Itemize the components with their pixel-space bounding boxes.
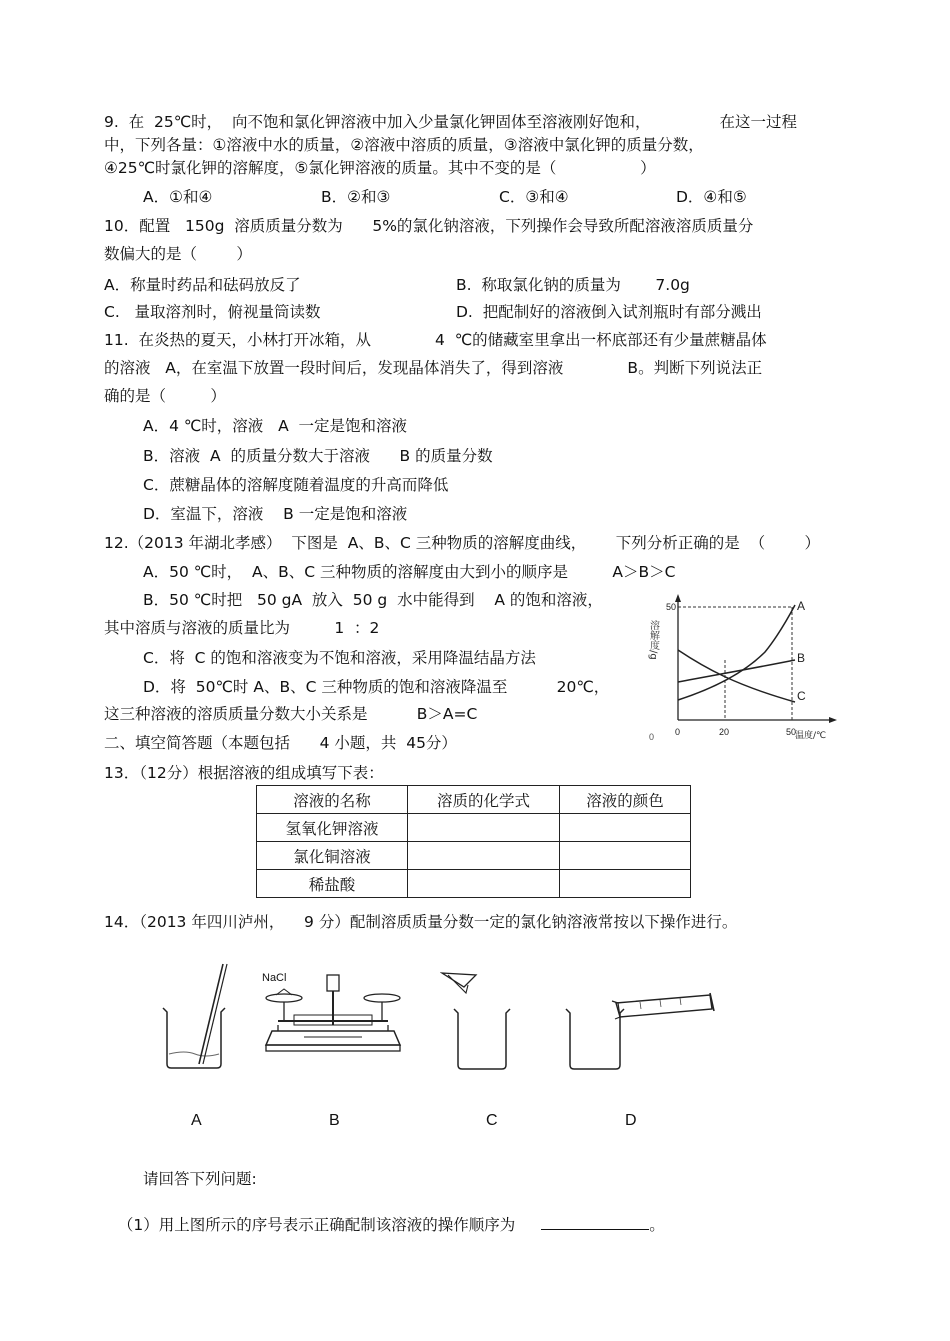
curve-b-label: B [797,651,806,665]
q11-option-d: D．室温下，溶液 B 一定是饱和溶液 [143,505,408,523]
table-cell-blank[interactable] [408,814,560,842]
table-cell: 稀盐酸 [257,870,408,898]
q12-option-c: C．将 C 的饱和溶液变为不饱和溶液，采用降温结晶方法 [143,649,536,667]
q10-option-c: C. 量取溶剂时，俯视量筒读数 [104,303,321,321]
q10-option-a: A．称量时药品和砝码放反了 [104,276,301,294]
label-b: B [329,1112,340,1129]
label-d: D [625,1112,637,1129]
beaker-with-graduated-cylinder [560,965,720,1073]
q9-line1: 9. 在 25℃时， 向不饱和氯化钾溶液中加入少量氯化钾固体至溶液刚好饱和， 在这一过程 [104,113,797,131]
curve-c-label: C [797,689,806,703]
q12-option-a: A．50 ℃时， A、B、C 三种物质的溶解度由大到小的顺序是 A＞B＞C [143,563,676,581]
table-row [257,814,691,842]
graph-y-label: 溶解度/g [647,620,659,660]
curve-b [678,660,795,682]
section-2-heading: 二、填空简答题（本题包括 4 小题，共 45分） [104,734,457,752]
q9-line2: 中，下列各量：①溶液中水的质量，②溶液中溶质的质量，③溶液中氯化钾的质量分数， [104,136,704,154]
q13-text: 13．（12分）根据溶液的组成填写下表： [104,764,384,782]
table-header-cell: 溶质的化学式 [408,786,560,814]
q11-line1: 11. 在炎热的夏天，小林打开冰箱，从 4 ℃的储藏室里拿出一杯底部还有少量蔗糖晶体 [104,331,767,349]
beaker-with-stirring-rod [155,960,235,1072]
curve-a-label: A [797,599,806,613]
label-a: A [191,1112,202,1129]
q11-line2: 的溶液 A，在室温下放置一段时间后，发现晶体消失了，得到溶液 B。判断下列说法正 [104,359,763,377]
table-row [257,870,691,898]
table-header-cell: 溶液的名称 [257,786,408,814]
table-cell: 氢氧化钾溶液 [257,814,408,842]
q11-line3: 确的是（ ） [104,387,226,405]
q9-line3: ④25℃时氯化钾的溶解度，⑤氯化钾溶液的质量。其中不变的是（ ） [104,159,656,177]
graph-x-label: 温度/℃ [795,731,827,741]
q11-option-b: B．溶液 A 的质量分数大于溶液 B 的质量分数 [143,447,493,465]
table-cell-blank[interactable] [560,814,691,842]
q14-sub1-text: （1）用上图所示的序号表示正确配制该溶液的操作顺序为 [117,1216,516,1234]
graph-y-tick: 50 [666,602,677,612]
q14-text: 14．（2013 年四川泸州， 9 分）配制溶质质量分数一定的氯化钠溶液常按以下操作进行。 [104,913,738,931]
q12-option-b-line1: B．50 ℃时把 50 gA 放入 50 g 水中能得到 A 的饱和溶液， [143,591,603,609]
q12-option-d-line2: 这三种溶液的溶质质量分数大小关系是 B＞A=C [104,705,478,723]
table-header-cell: 溶液的颜色 [560,786,691,814]
beaker-with-weighing-paper [440,965,520,1073]
q9-option-b: B．②和③ [321,188,391,206]
table-cell: 氯化铜溶液 [257,842,408,870]
q10-line1: 10．配置 150g 溶质质量分数为 5%的氯化钠溶液，下列操作会导致所配溶液溶质质量分 [104,217,754,235]
q9-option-a: A．①和④ [143,188,213,206]
q12-option-b-line2: 其中溶质与溶液的质量比为 1 ：2 [104,619,380,637]
q10-line2: 数偏大的是（ ） [104,245,252,263]
table-cell-blank[interactable] [560,870,691,898]
graph-origin-mark: 0 [649,732,655,742]
nacl-label: NaCl [262,972,287,984]
table-cell-blank[interactable] [560,842,691,870]
label-c: C [486,1112,498,1129]
q11-option-a: A．4 ℃时，溶液 A 一定是饱和溶液 [143,417,408,435]
graph-x-tick-50: 50 [786,727,797,737]
curve-a [678,605,795,700]
table-cell-blank[interactable] [408,870,560,898]
q11-option-c: C．蔗糖晶体的溶解度随着温度的升高而降低 [143,476,449,494]
table-cell-blank[interactable] [408,842,560,870]
q14-sub1-end: 。 [649,1216,665,1234]
answer-blank[interactable] [541,1215,649,1230]
q9-option-c: C．③和④ [499,188,569,206]
q10-option-d: D. 把配制好的溶液倒入试剂瓶时有部分溅出 [456,303,762,321]
balance-scale [264,965,404,1077]
graph-x-tick-0: 0 [675,727,681,737]
q12-line1: 12.（2013 年湖北孝感） 下图是 A、B、C 三种物质的溶解度曲线， 下列分析正确的是 （ ） [104,534,821,552]
table-row [257,842,691,870]
graph-x-tick-20: 20 [719,727,730,737]
q14-prompt: 请回答下列问题: [143,1170,257,1188]
q14-sub1 [108,1195,665,1235]
q12-option-d-line1: D．将 50℃时 A、B、C 三种物质的饱和溶液降温至 20℃， [143,678,610,696]
table-header-row [257,786,691,814]
q9-option-d: D．④和⑤ [676,188,747,206]
solubility-graph [645,590,845,745]
q13-table [256,785,691,898]
q10-option-b: B. 称取氯化钠的质量为 7.0g [456,276,690,294]
